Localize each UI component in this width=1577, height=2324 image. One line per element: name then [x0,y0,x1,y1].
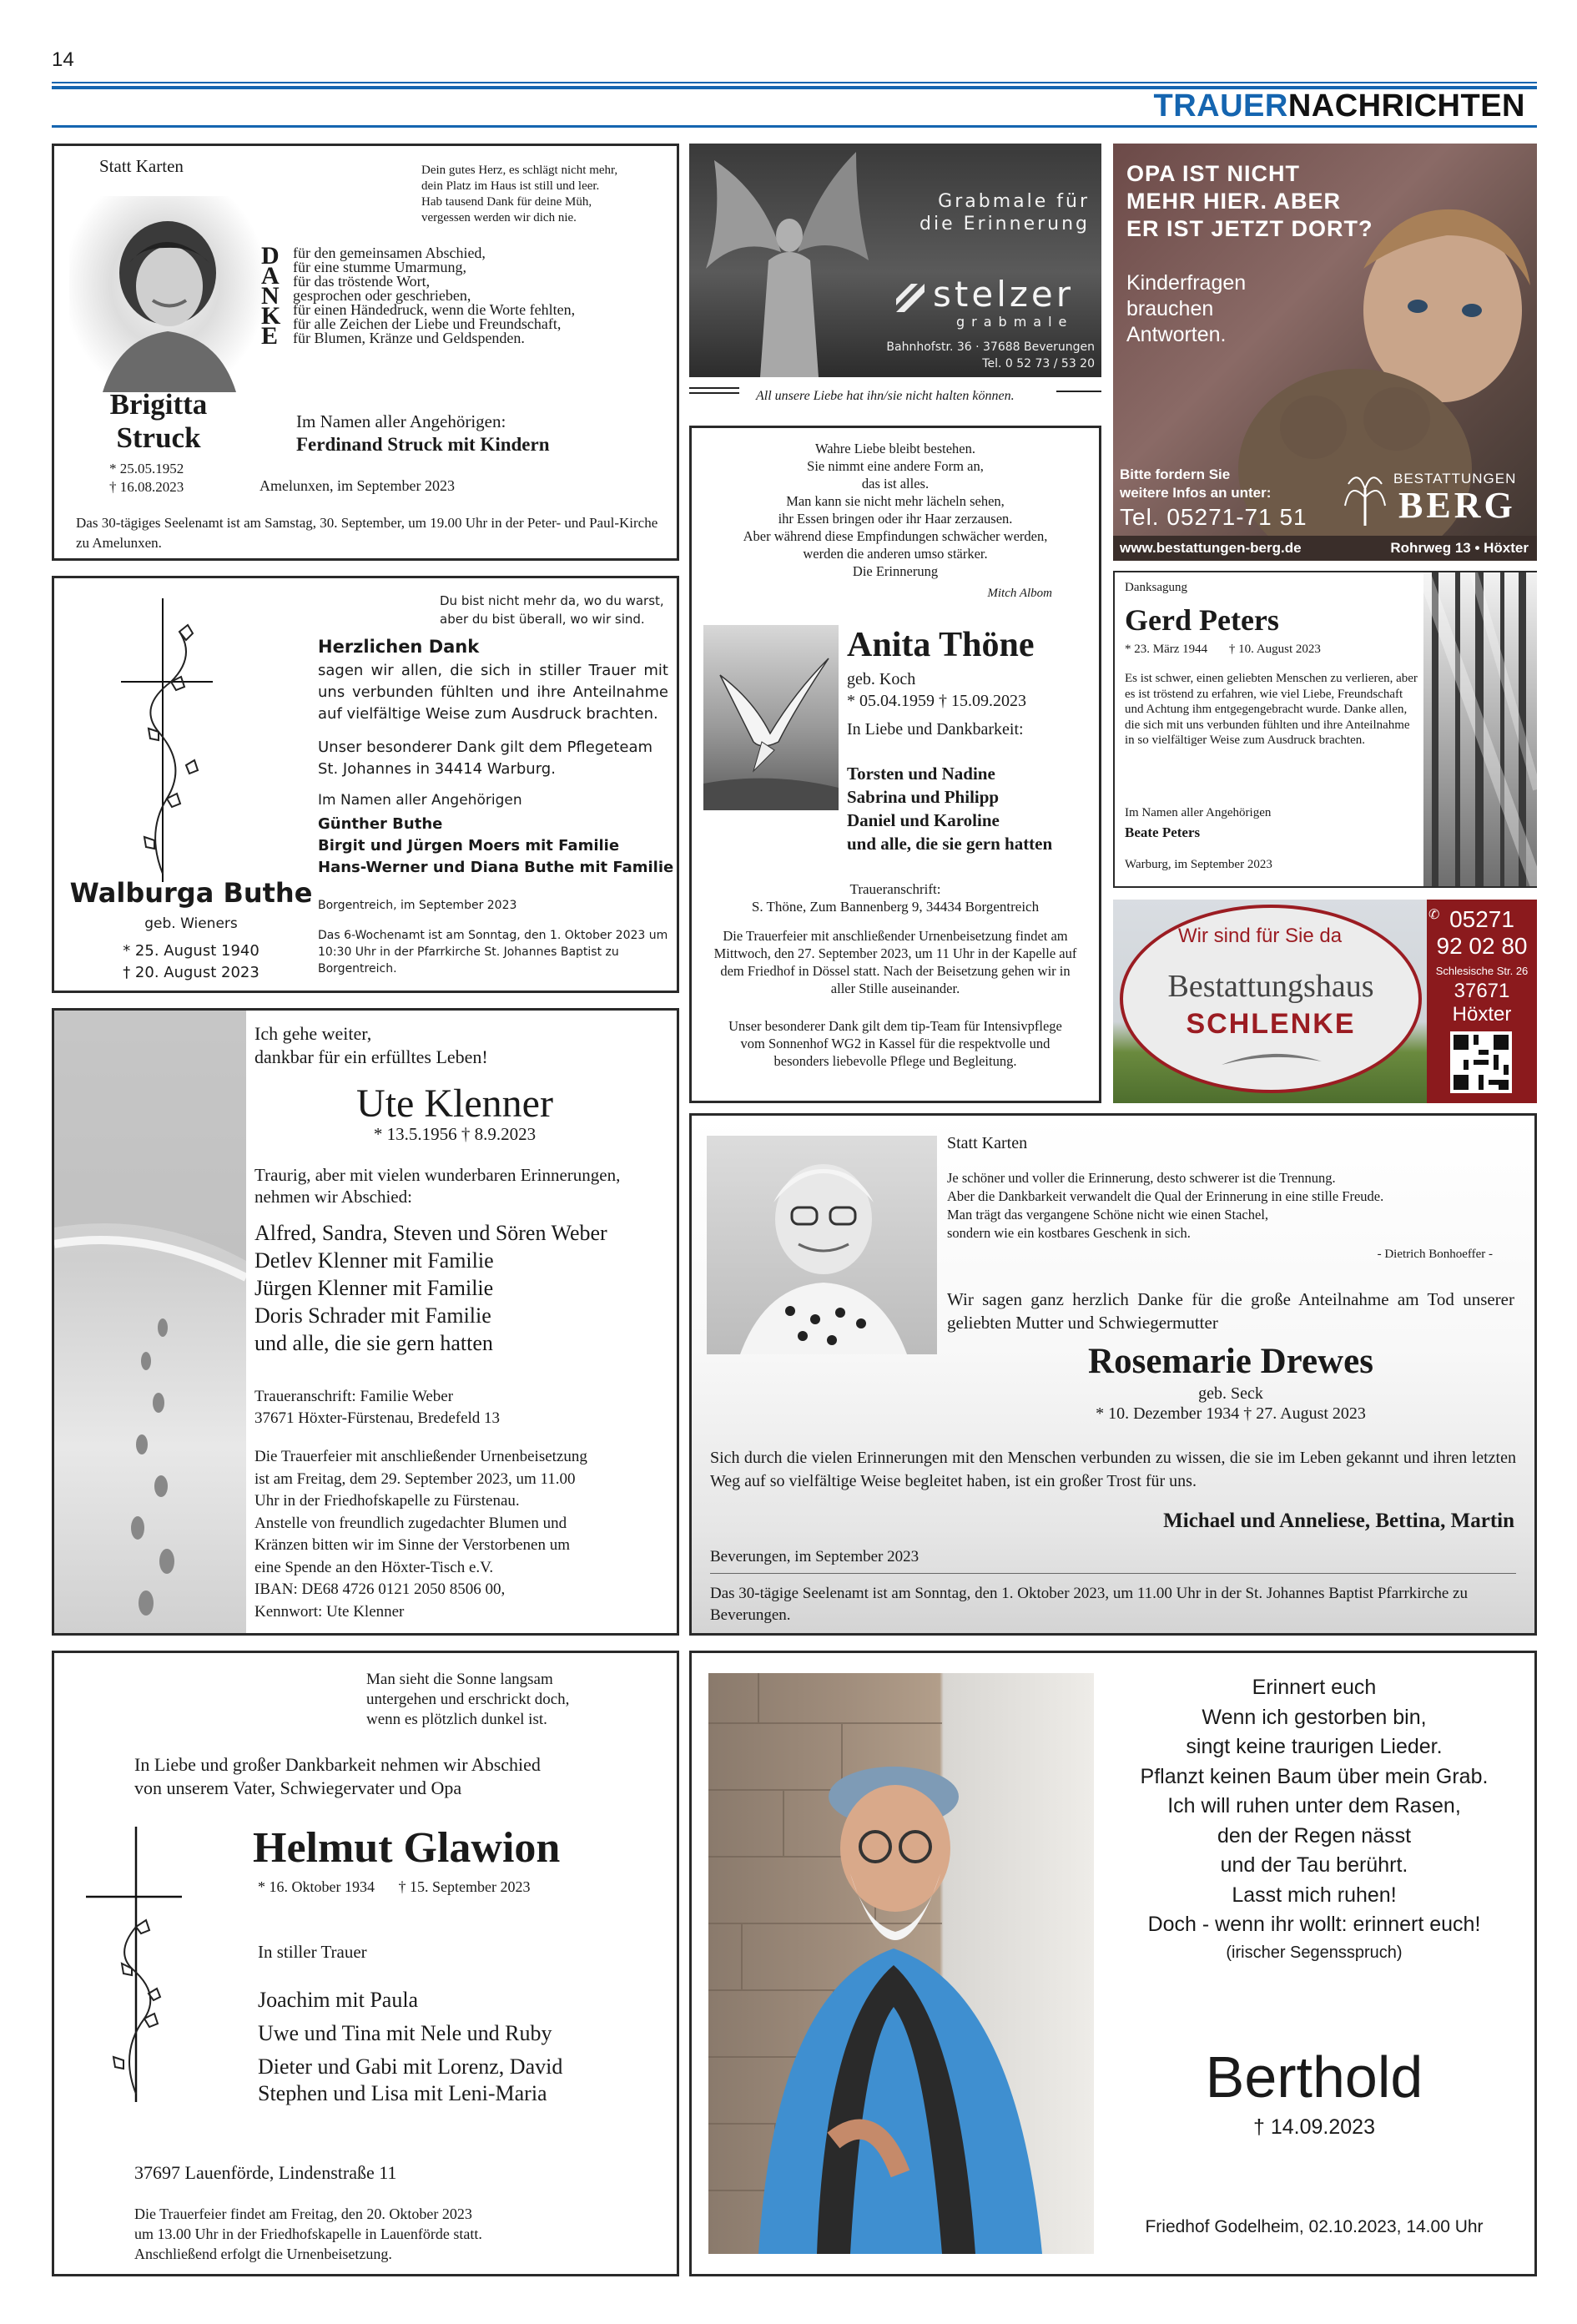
schlenke-phone2: 92 02 80 [1436,933,1528,959]
thoene-address: Traueranschrift: S. Thöne, Zum Bannenberg 9, 34434 Borgentreich [751,881,1040,915]
schlenke-swoosh [1222,1048,1322,1068]
struck-place: Amelunxen, im September 2023 [259,477,455,494]
glawion-funeral: Die Trauerfeier findet am Freitag, den 20. Oktober 2023 um 13.00 Uhr in der Friedhofskapelle in Lauenförde statt. Anschließend erfolgt die Urnenbeisetzung. [134,2206,482,2262]
deceased-name: Ute Klenner [356,1081,553,1126]
deceased-name: Walburga Buthe [69,877,313,909]
buthe-quote: Du bist nicht mehr da, wo du warst, aber du bist überall, wo wir sind. [440,593,664,627]
peters-signer: Beate Peters [1125,824,1201,840]
buthe-cross-ivy [121,598,229,882]
peters-im-namen: Im Namen aller Angehörigen [1125,806,1272,819]
life-dates: * 16. Oktober 1934 † 15. September 2023 [258,1878,531,1895]
buthe-im-namen: Im Namen aller Angehörigen [318,792,522,809]
struck-signer: Ferdinand Struck mit Kindern [296,434,550,455]
beach-footprints-photo [54,1011,246,1633]
header-rule-bottom [52,125,1537,128]
drewes-body: Sich durch die vielen Erinnerungen mit den Menschen verbunden zu wissen, die sie im Leben gekannt und ihren letzten Weg auf so vielfältige Weise begleitet haben, ist ein großer Trost für uns. [710,1449,1516,1490]
struck-poem: Dein gutes Herz, es schlägt nicht mehr, dein Platz im Haus ist still und leer. Hab tausend Dank für deine Müh, vergessen werden wir dich nie. [421,164,618,224]
drewes-statt: Statt Karten [947,1134,1028,1152]
buthe-special: Unser besonderer Dank gilt dem Pflegeteam St. Johannes in 34414 Warburg. [318,739,653,778]
buthe-family: Günther Buthe Birgit und Jürgen Moers mit Familie Hans-Werner und Diana Buthe mit Familie [318,815,674,876]
berg-tree-icon [1342,464,1388,526]
berg-cta: Bitte fordern Sie weitere Infos an unter: [1120,466,1272,501]
buthe-heading: Herzlichen Dank [318,637,480,657]
stelzer-tel: Tel. 0 52 73 / 53 20 [982,357,1095,371]
peters-label: Danksagung [1125,581,1187,594]
section-title-rest: NACHRICHTEN [1287,88,1525,124]
portrait-photo [69,196,261,392]
notice-ute-klenner [52,1008,679,1636]
ad-bestattungen-berg [1113,144,1537,561]
drewes-quote: Je schöner und voller die Erinnerung, desto schwerer ist die Trennung. Aber die Dankbarkeit verwandelt die Qual der Erinnerung in eine stille Freude. Man trägt das vergangene Schöne nicht wie einen Stachel, sondern wie ein kostbares Geschenk in sich. [947,1170,1384,1241]
deceased-name: Helmut Glawion [253,1824,561,1872]
schlenke-street: Schlesische Str. 26 [1435,965,1529,977]
section-title [1154,88,1525,124]
life-dates: * 23. März 1944 † 10. August 2023 [1125,643,1321,656]
stelzer-caption-rule3 [1056,391,1101,392]
deceased-name: Anita Thöne [847,626,1035,664]
drewes-divider [710,1573,1516,1574]
berg-web: www.bestattungen-berg.de [1120,540,1302,556]
seagull-photo [703,625,839,810]
stelzer-caption-rule2 [689,392,739,394]
phone-icon: ✆ [1428,908,1440,922]
deceased-name: Gerd Peters [1125,603,1279,637]
statt-karten: Statt Karten [99,156,184,176]
klenner-intro: Ich gehe weiter, dankbar für ein erfülltes Leben! [254,1023,488,1067]
glawion-intro: In Liebe und großer Dankbarkeit nehmen wir Abschied von unserem Vater, Schwiegervater und Opa [134,1754,541,1798]
berg-headline: OPA IST NICHT MEHR HIER. ABER ER IST JETZT DORT? [1126,161,1373,241]
schlenke-tagline: Wir sind für Sie da [1178,925,1343,947]
buthe-body: sagen wir allen, die sich in stiller Trauer mit uns verbunden fühlten und ihre Anteilnahme auf vielfältige Weise zum Ausdruck brachten. [318,662,668,723]
drewes-place: Beverungen, im September 2023 [710,1548,919,1565]
stelzer-brand-sub: grabmale [956,314,1074,330]
notice-anita-thoene [689,426,1101,1103]
drewes-family: Michael und Anneliese, Bettina, Martin [1163,1510,1514,1532]
ad-bestattungshaus-schlenke [1113,900,1537,1103]
thoene-geb: geb. Koch [847,670,916,688]
peters-place: Warburg, im September 2023 [1125,858,1272,871]
life-dates: * 13.5.1956 † 8.9.2023 [373,1124,537,1144]
life-dates: * 25.05.1952 † 16.08.2023 [109,461,184,495]
thoene-funeral: Die Trauerfeier mit anschließender Urnenbeisetzung findet am Mittwoch, den 27. September 2023, um 11 Uhr in der Kapelle auf dem Friedhof in Dössel statt. Nach der Beisetzung gehen wir in aller Stille auseinander. [713,928,1077,996]
berg-tel: Tel. 05271-71 51 [1120,504,1307,530]
schlenke-name1: Bestattungshaus [1167,969,1374,1004]
drewes-geb: geb. Seck [1198,1384,1263,1403]
drewes-quote-author: - Dietrich Bonhoeffer - [1377,1248,1493,1261]
berg-brand: BERG [1398,485,1516,526]
life-dates: † 14.09.2023 [1253,2115,1375,2139]
stelzer-brand: stelzer [933,274,1075,315]
struck-footer: Das 30-tägiges Seelenamt ist am Samstag, 30. September, um 19.00 Uhr in der Peter- und Paul-Kirche zu Amelunxen. [76,515,658,551]
drewes-mass: Das 30-tägige Seelenamt ist am Sonntag, den 1. Oktober 2023, um 11.00 Uhr in der St. Johannes Baptist Pfarrkirche zu Beverungen. [710,1585,1468,1624]
berg-brand-top: BESTATTUNGEN [1393,471,1517,486]
buthe-mass: Das 6-Wochenamt ist am Sonntag, den 1. Oktober 2023 um 10:30 Uhr in der Pfarrkirche St. Johannes Baptist zu Borgentreich. [318,929,668,975]
page-number: 14 [52,48,74,71]
stelzer-logo-icon [896,284,925,312]
drewes-thanks: Wir sagen ganz herzlich Danke für die große Anteilnahme am Tod unserer geliebten Mutter und Schwiegermutter [947,1289,1514,1333]
glawion-quote: Man sieht die Sonne langsam untergehen und erschrickt doch, wenn es plötzlich dunkel ist. [366,1671,570,1728]
glawion-address: 37697 Lauenförde, Lindenstraße 11 [134,2162,397,2183]
deceased-name: Rosemarie Drewes [1088,1342,1373,1381]
buthe-place: Borgentreich, im September 2023 [318,899,517,912]
thoene-author: Mitch Albom [987,587,1052,600]
header-rule-thin [52,82,1537,83]
glawion-family: Joachim mit Paula Uwe und Tina mit Nele und Ruby Dieter und Gabi mit Lorenz, David Stephen und Lisa mit Leni-Maria [258,1988,563,2105]
stelzer-caption-rule [689,387,739,389]
life-dates: * 10. Dezember 1934 † 27. August 2023 [1096,1404,1366,1423]
klenner-address: Traueranschrift: Familie Weber 37671 Höxter-Fürstenau, Bredefeld 13 [254,1388,501,1427]
klenner-family: Alfred, Sandra, Steven und Sören Weber Detlev Klenner mit Familie Jürgen Klenner mit Familie Doris Schrader mit Familie und alle, die sie gern hatten [254,1221,607,1355]
berg-sub: Kinderfragen brauchen Antworten. [1126,271,1247,346]
berthold-cemetery: Friedhof Godelheim, 02.10.2023, 14.00 Uhr [1145,2217,1484,2236]
life-dates: * 05.04.1959 † 15.09.2023 [847,692,1026,710]
notice-helmut-glawion [52,1651,679,2276]
notice-brigitta-struck: Statt Karten Dein gutes Herz, es schlägt nicht mehr, dein Platz im Haus ist still und leer. Hab tausend Dank für deine Müh, vergessen werden wir dich nie. D A N K E für den gemeinsamen Abschied, für eine stumme Umarmung, für das tröstende Wort, gesprochen oder geschrieben, für einen Händedruck, wenn die Worte fehlten, für alle Zeichen der Liebe und Freundschaft, für Blumen, Kränze und Geldspenden. Brigitta Struck * 25.05.1952 † 16.08.2023 Im Namen aller Angehörigen: Ferdinand Struck mit Kindern Amelunxen, im September 2023 Das 30-tägiges Seelenamt ist am Samstag, 30. September, um 19.00 Uhr in der Peter- und Paul-Kirche zu Amelunxen. [52,144,679,561]
thoene-family: Torsten und Nadine Sabrina und Philipp Daniel und Karoline und alle, die sie gern hatten [847,764,1053,854]
thoene-dank: In Liebe und Dankbarkeit: [847,720,1024,739]
buthe-geb: geb. Wieners [144,915,238,932]
notice-berthold [689,1651,1537,2276]
qr-code-icon[interactable] [1450,1031,1512,1093]
deceased-name: Berthold [1205,2044,1423,2110]
forest-photo [1423,572,1537,886]
stelzer-tagline: Grabmale für die Erinnerung [919,191,1090,234]
deceased-name: Brigitta Struck [109,388,208,454]
thoene-thanks: Unser besonderer Dank gilt dem tip-Team für Intensivpflege vom Sonnenhof WG2 in Kassel für die respektvolle und besonders liebevolle Pflege und Begleitung. [728,1018,1062,1069]
schlenke-zip: 37671 [1454,980,1510,1002]
klenner-funeral: Die Trauerfeier mit anschließender Urnenbeisetzung ist am Freitag, dem 29. September 2023, um 11.00 Uhr in der Friedhofskapelle zu Fürstenau. Anstelle von freundlich zugedachter Blumen und Kränzen bitten wir im Sinne der Verstorbenen um eine Spende an den Höxter-Tisch e.V. IBAN: DE68 4726 0121 2050 8506 00, Kennwort: Ute Klenner [254,1448,587,1621]
life-dates: * 25. August 1940 † 20. August 2023 [123,942,259,981]
glawion-cross-ivy [86,1827,186,2102]
glawion-stiller: In stiller Trauer [258,1942,367,1962]
angel-statue-image [689,144,881,377]
berg-address: Rohrweg 13 • Höxter [1390,540,1529,556]
notice-rosemarie-drewes [689,1113,1537,1636]
berthold-poem: Erinnert euch Wenn ich gestorben bin, singt keine traurigen Lieder. Pflanzt keinen Baum über mein Grab. Ich will ruhen unter dem Rasen, den der Regen nässt und der Tau berührt. Lasst mich ruhen! Doch - wenn ihr wollt: erinnert euch! [1140,1676,1489,1936]
stelzer-caption: All unsere Liebe hat ihn/sie nicht halten können. [756,389,1015,403]
peters-body: Es ist schwer, einen geliebten Menschen zu verlieren, aber es ist tröstend zu erfahren, wie viel Liebe, Freundschaft und Achtung ihm entgegengebracht wurde. Danke allen, die sich mit uns verbunden fühlten und ihre Anteilnahme in so vielfältiger Weise zum Ausdruck brachten. [1125,672,1418,747]
notice-walburga-buthe [52,576,679,993]
section-title-accent: TRAUER [1153,88,1288,124]
portrait-photo [707,1136,937,1354]
ad-stelzer-grabmale [689,144,1101,377]
struck-im-namen: Im Namen aller Angehörigen: [296,411,506,431]
schlenke-phone1: 05271 [1449,906,1514,932]
schlenke-city: Höxter [1452,1003,1512,1026]
klenner-text: Traurig, aber mit vielen wunderbaren Erinnerungen, nehmen wir Abschied: [254,1165,621,1207]
berthold-source: (irischer Segensspruch) [1226,1943,1403,1962]
notice-gerd-peters [1113,571,1537,888]
thoene-poem: Wahre Liebe bleibt bestehen. Sie nimmt eine andere Form an, das ist alles. Man kann sie nicht mehr lächeln sehen, ihr Essen bringen oder ihr Haar zerzausen. Aber während diese Empfindungen schwächer werden, werden die anderen umso stärker. Die Erinnerung [743,441,1048,579]
stelzer-address: Bahnhofstr. 36 · 37688 Beverungen [886,340,1095,354]
portrait-photo [708,1673,1094,2254]
schlenke-name2: SCHLENKE [1186,1008,1356,1040]
